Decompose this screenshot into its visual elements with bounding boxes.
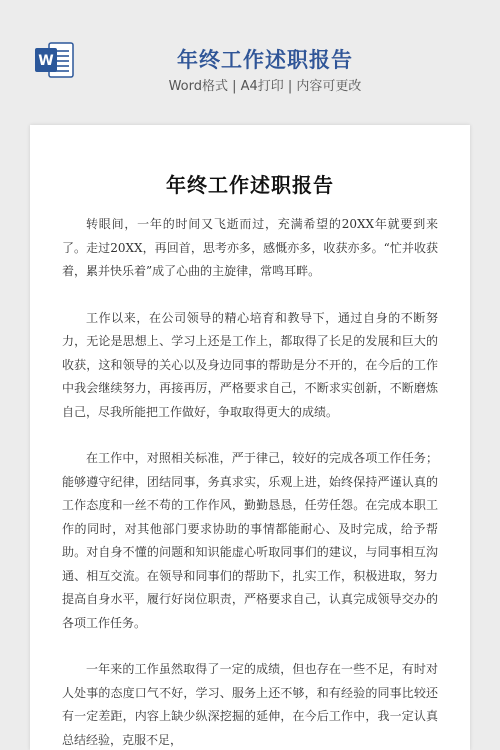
paragraph: 一年来的工作虽然取得了一定的成绩，但也存在一些不足，有时对人处事的态度口气不好，学习、服务上还不够，和有经验的同事比较还有一定差距，内容上缺少纵深挖掘的延伸，在今后工作中，我一定认真总结经验，克服不足， bbox=[62, 662, 438, 747]
document-body bbox=[62, 213, 438, 750]
document-title: 年终工作述职报告 bbox=[166, 173, 334, 197]
header-title: 年终工作述职报告 bbox=[177, 48, 353, 72]
paragraph: 在工作中，对照相关标准，严于律己，较好的完成各项工作任务；能够遵守纪律，团结同事，务真求实，乐观上进，始终保持严谨认真的工作态度和一丝不苟的工作作风，勤勤恳恳，任劳任怨。在完成本职工作的同时，对其他部门要求协助的事情都能耐心、及时完成，给予帮助。对自身不懂的问题和知识能虚心听取同事们的建议，与同事相互沟通、相互交流。在领导和同事们的帮助下，扎实工作，积极进取，努力提高自身水平，履行好岗位职责，严格要求自己，认真完成领导交办的各项工作任务。 bbox=[62, 451, 438, 630]
svg-text:W: W bbox=[38, 53, 54, 69]
header-subtitle: Word格式 | A4打印 | 内容可更改 bbox=[168, 79, 362, 94]
document-page bbox=[30, 125, 470, 750]
header-banner bbox=[0, 0, 500, 112]
paragraph: 工作以来，在公司领导的精心培育和教导下，通过自身的不断努力，无论是思想上、学习上还是工作上，都取得了长足的发展和巨大的收获，这和领导的关心以及身边同事的帮助是分不开的，在今后的工作中我会继续努力，再接再厉，严格要求自己，不断求实创新，不断磨炼自己，尽我所能把工作做好，争取取得更大的成绩。 bbox=[62, 310, 438, 419]
paragraph: 转眼间，一年的时间又飞逝而过，充满希望的20XX年就要到来了。走过20XX，再回首，思考亦多，感慨亦多，收获亦多。“忙并收获着，累并快乐着”成了心曲的主旋律，常鸣耳畔。 bbox=[62, 217, 438, 278]
